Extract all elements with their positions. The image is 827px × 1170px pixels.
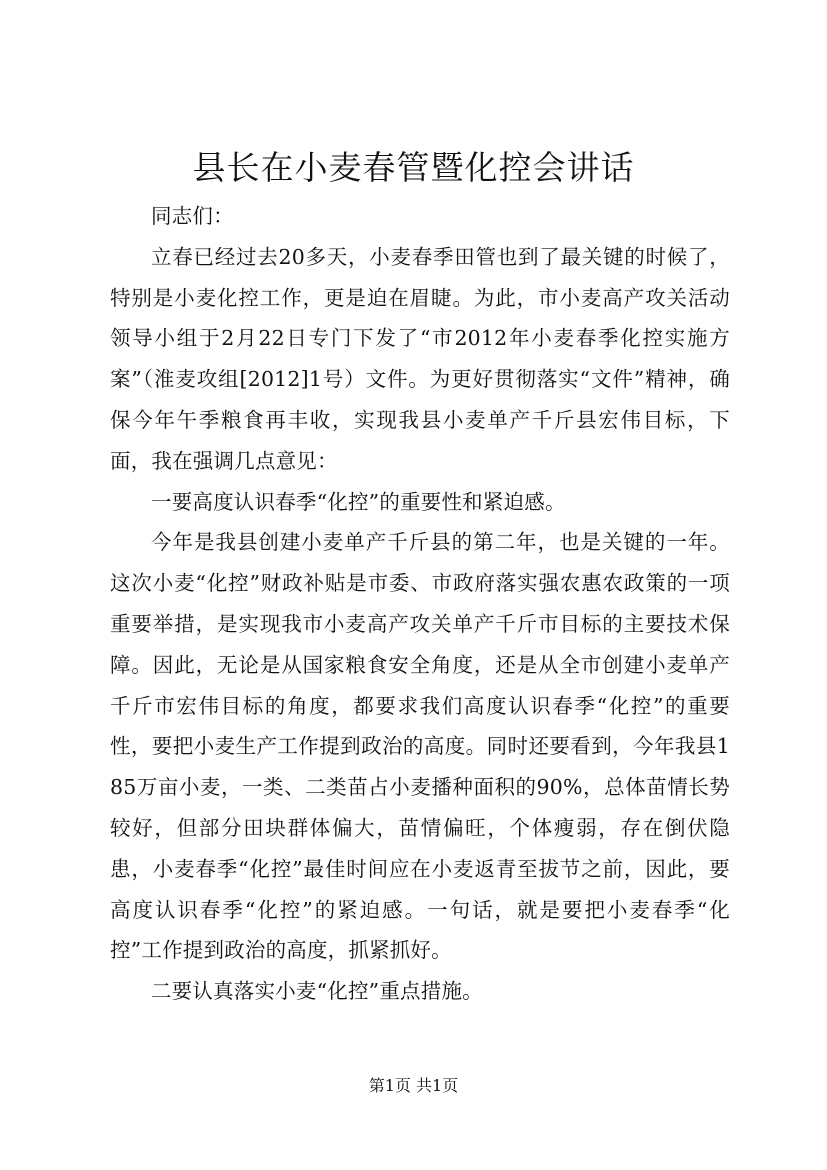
document-body xyxy=(110,196,730,1012)
page-footer: 第1页 共1页 xyxy=(368,1076,459,1095)
paragraph-heading-2: 二要认真落实小麦“化控”重点措施。 xyxy=(151,979,483,1004)
paragraph-body-1: 今年是我县创建小麦单产千斤县的第二年，也是关键的一年。这次小麦“化控”财政补贴是市委、市政府落实强农惠农政策的一项重要举措，是实现我市小麦高产攻关单产千斤市目标的主要技术保障。因此，无论是从国家粮食安全角度，还是从全市创建小麦单产千斤市宏伟目标的角度，都要求我们高度认识春季“化控”的重要性，要把小麦生产工作提到政治的高度。同时还要看到，今年我县185万亩小麦，一类、二类苗占小麦播种面积的90%，总体苗情长势较好，但部分田块群体偏大，苗情偏旺，个体瘦弱，存在倒伏隐患，小麦春季“化控”最佳时间应在小麦返青至拔节之前，因此，要高度认识春季“化控”的紧迫感。一句话，就是要把小麦春季“化控”工作提到政治的高度，抓紧抓好。 xyxy=(110,530,730,963)
paragraph-heading-1: 一要高度认识春季“化控”的重要性和紧迫感。 xyxy=(151,489,566,514)
document-title: 县长在小麦春管暨化控会讲话 xyxy=(192,148,635,187)
salutation: 同志们： xyxy=(151,204,234,228)
paragraph-intro: 立春已经过去20多天，小麦春季田管也到了最关键的时候了，特别是小麦化控工作，更是迫在眉睫。为此，市小麦高产攻关活动领导小组于2月22日专门下发了“市2012年小麦春季化控实施方案”（淮麦攻组[2012]1号）文件。为更好贯彻落实“文件”精神，确保今年午季粮食再丰收，实现我县小麦单产千斤县宏伟目标，下面，我在强调几点意见： xyxy=(110,244,730,473)
